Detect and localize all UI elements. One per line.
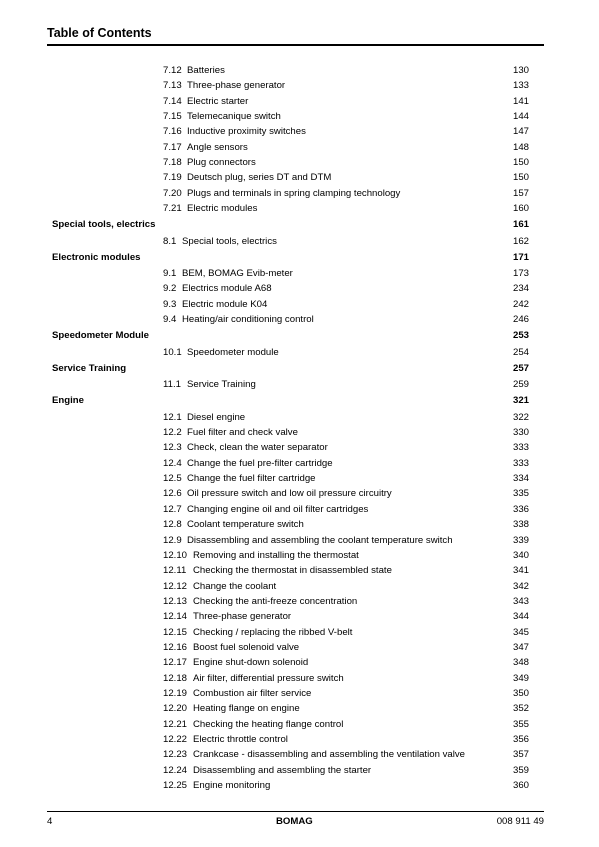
toc-section-page: 257: [512, 363, 529, 374]
toc-entry-title: Electric starter: [187, 96, 249, 107]
toc-entry-number: 12.20: [163, 703, 188, 714]
toc-entry-title: Heating/air conditioning control: [182, 314, 314, 325]
toc-entry-number: 12.8: [163, 519, 182, 530]
toc-entry[interactable]: [0, 487, 599, 501]
toc-entry-page: 242: [512, 299, 529, 310]
toc-entry[interactable]: [0, 64, 599, 78]
toc-entry-page: 349: [512, 673, 529, 684]
toc-entry-page: 148: [512, 142, 529, 153]
toc-entry-page: 254: [512, 347, 529, 358]
header-divider: [47, 44, 544, 46]
toc-entry-title: Heating flange on engine: [193, 703, 300, 714]
toc-entry-number: 12.18: [163, 673, 188, 684]
toc-section-title: Electronic modules: [52, 252, 141, 263]
toc-section-heading[interactable]: [0, 251, 599, 265]
toc-entry-title: Fuel filter and check valve: [187, 427, 298, 438]
toc-entry-page: 130: [512, 65, 529, 76]
toc-entry-title: Oil pressure switch and low oil pressure circuitry: [187, 488, 392, 499]
toc-entry-page: 333: [512, 458, 529, 469]
footer-page-number: 4: [47, 816, 53, 827]
toc-entry-title: Engine monitoring: [193, 780, 271, 791]
toc-entry[interactable]: [0, 580, 599, 594]
toc-entry[interactable]: [0, 141, 599, 155]
toc-entry[interactable]: [0, 549, 599, 563]
toc-entry[interactable]: [0, 595, 599, 609]
toc-entry-number: 7.18: [163, 157, 182, 168]
toc-entry-title: Special tools, electrics: [182, 236, 277, 247]
toc-entry-title: Electrics module A68: [182, 283, 272, 294]
toc-entry-number: 12.16: [163, 642, 188, 653]
toc-entry-title: Deutsch plug, series DT and DTM: [187, 172, 332, 183]
toc-section-title: Speedometer Module: [52, 330, 150, 341]
toc-entry-title: Engine shut-down solenoid: [193, 657, 309, 668]
toc-entry-page: 322: [512, 412, 529, 423]
toc-entry-page: 162: [512, 236, 529, 247]
toc-entry-page: 150: [512, 157, 529, 168]
toc-entry-number: 7.14: [163, 96, 182, 107]
toc-entry-page: 330: [512, 427, 529, 438]
toc-entry-number: 10.1: [163, 347, 182, 358]
toc-entry-number: 12.11: [163, 565, 187, 576]
toc-section-title: Engine: [52, 395, 84, 406]
toc-entry[interactable]: [0, 457, 599, 471]
toc-entry-page: 360: [512, 780, 529, 791]
toc-entry-title: Coolant temperature switch: [187, 519, 304, 530]
toc-entry-number: 8.1: [163, 236, 177, 247]
toc-entry[interactable]: [0, 282, 599, 296]
footer-brand: BOMAG: [276, 816, 313, 827]
toc-entry[interactable]: [0, 656, 599, 670]
toc-entry-number: 7.16: [163, 126, 182, 137]
toc-entry[interactable]: [0, 764, 599, 778]
toc-entry[interactable]: [0, 748, 599, 762]
toc-entry-title: Diesel engine: [187, 412, 246, 423]
toc-entry-number: 12.9: [163, 535, 182, 546]
toc-entry[interactable]: [0, 346, 599, 360]
toc-entry[interactable]: [0, 733, 599, 747]
toc-entry-title: Batteries: [187, 65, 225, 76]
toc-entry[interactable]: [0, 298, 599, 312]
toc-entry-page: 355: [512, 719, 529, 730]
toc-entry[interactable]: [0, 110, 599, 124]
toc-entry-number: 12.24: [163, 765, 188, 776]
toc-entry[interactable]: [0, 411, 599, 425]
toc-entry-title: Crankcase - disassembling and assembling the ventilation valve: [193, 749, 465, 760]
toc-entry-number: 12.13: [163, 596, 188, 607]
toc-entry[interactable]: [0, 426, 599, 440]
toc-entry-page: 359: [512, 765, 529, 776]
page-title: Table of Contents: [47, 26, 152, 40]
footer-divider: [47, 811, 544, 812]
toc-entry-page: 338: [512, 519, 529, 530]
toc-entry[interactable]: [0, 171, 599, 185]
toc-entry-title: Checking the anti-freeze concentration: [193, 596, 358, 607]
toc-entry[interactable]: [0, 534, 599, 548]
toc-entry-title: Check, clean the water separator: [187, 442, 328, 453]
toc-entry-number: 12.19: [163, 688, 188, 699]
toc-entry-title: Checking / replacing the ribbed V-belt: [193, 627, 353, 638]
toc-entry-page: 157: [512, 188, 529, 199]
toc-entry[interactable]: [0, 378, 599, 392]
toc-entry-number: 12.17: [163, 657, 188, 668]
toc-entry-page: 339: [512, 535, 529, 546]
toc-entry[interactable]: [0, 156, 599, 170]
toc-entry[interactable]: [0, 779, 599, 793]
toc-entry-number: 12.7: [163, 504, 182, 515]
toc-entry-title: Air filter, differential pressure switch: [193, 673, 344, 684]
toc-entry-title: Plug connectors: [187, 157, 256, 168]
toc-entry-title: Three-phase generator: [187, 80, 286, 91]
toc-section-title: Special tools, electrics: [52, 219, 156, 230]
toc-section-page: 321: [512, 395, 529, 406]
toc-entry-number: 7.13: [163, 80, 182, 91]
toc-entry-page: 141: [512, 96, 529, 107]
toc-entry-page: 160: [512, 203, 529, 214]
toc-entry[interactable]: [0, 472, 599, 486]
toc-entry[interactable]: [0, 702, 599, 716]
toc-section-title: Service Training: [52, 363, 127, 374]
toc-entry-number: 12.3: [163, 442, 182, 453]
toc-entry-number: 12.22: [163, 734, 188, 745]
toc-entry-number: 12.6: [163, 488, 182, 499]
footer-doc-number: 008 911 49: [496, 816, 544, 827]
toc-entry-page: 246: [512, 314, 529, 325]
toc-entry-title: Three-phase generator: [193, 611, 292, 622]
toc-entry-number: 12.2: [163, 427, 182, 438]
toc-entry-number: 12.10: [163, 550, 188, 561]
toc-entry-title: BEM, BOMAG Evib-meter: [182, 268, 293, 279]
toc-entry-title: Change the coolant: [193, 581, 277, 592]
toc-entry-title: Speedometer module: [187, 347, 279, 358]
toc-entry-page: 334: [512, 473, 529, 484]
toc-entry-title: Service Training: [187, 379, 256, 390]
toc-entry-title: Angle sensors: [187, 142, 248, 153]
toc-section-heading[interactable]: [0, 218, 599, 232]
toc-entry-number: 12.1: [163, 412, 182, 423]
toc-entry-number: 9.3: [163, 299, 177, 310]
toc-entry-number: 12.5: [163, 473, 182, 484]
toc-entry[interactable]: [0, 313, 599, 327]
toc-entry-number: 9.2: [163, 283, 177, 294]
toc-entry[interactable]: [0, 518, 599, 532]
toc-entry-number: 7.17: [163, 142, 182, 153]
toc-entry-title: Combustion air filter service: [193, 688, 312, 699]
toc-entry-title: Removing and installing the thermostat: [193, 550, 359, 561]
toc-section-page: 161: [512, 219, 529, 230]
toc-entry[interactable]: [0, 626, 599, 640]
toc-entry-number: 7.12: [163, 65, 182, 76]
toc-entry-title: Change the fuel filter cartridge: [187, 473, 316, 484]
toc-entry-page: 341: [512, 565, 529, 576]
toc-entry-title: Checking the thermostat in disassembled state: [193, 565, 392, 576]
toc-entry[interactable]: [0, 672, 599, 686]
toc-entry-page: 343: [512, 596, 529, 607]
toc-entry-title: Checking the heating flange control: [193, 719, 344, 730]
toc-entry-page: 335: [512, 488, 529, 499]
toc-entry-title: Boost fuel solenoid valve: [193, 642, 300, 653]
toc-section-page: 171: [512, 252, 529, 263]
toc-entry-number: 12.25: [163, 780, 188, 791]
toc-entry[interactable]: [0, 235, 599, 249]
toc-entry-page: 356: [512, 734, 529, 745]
toc-entry-title: Telemecanique switch: [187, 111, 281, 122]
toc-section-page: 253: [512, 330, 529, 341]
toc-section-heading[interactable]: [0, 362, 599, 376]
toc-entry-page: 336: [512, 504, 529, 515]
toc-entry-page: 348: [512, 657, 529, 668]
toc-entry-title: Changing engine oil and oil filter cartridges: [187, 504, 369, 515]
toc-entry-number: 12.14: [163, 611, 188, 622]
toc-entry[interactable]: [0, 95, 599, 109]
toc-entry-title: Plugs and terminals in spring clamping technology: [187, 188, 401, 199]
toc-entry-page: 133: [512, 80, 529, 91]
toc-entry-page: 147: [512, 126, 529, 137]
toc-section-heading[interactable]: [0, 329, 599, 343]
toc-entry-page: 352: [512, 703, 529, 714]
toc-entry[interactable]: [0, 718, 599, 732]
toc-entry-title: Disassembling and assembling the coolant temperature switch: [187, 535, 453, 546]
toc-entry-title: Change the fuel pre-filter cartridge: [187, 458, 333, 469]
toc-entry-page: 342: [512, 581, 529, 592]
toc-entry[interactable]: [0, 641, 599, 655]
toc-entry[interactable]: [0, 125, 599, 139]
toc-entry-number: 12.21: [163, 719, 188, 730]
toc-entry-title: Electric throttle control: [193, 734, 288, 745]
toc-entry-title: Inductive proximity switches: [187, 126, 306, 137]
toc-entry-page: 357: [512, 749, 529, 760]
toc-entry[interactable]: [0, 267, 599, 281]
toc-entry[interactable]: [0, 187, 599, 201]
toc-entry-number: 7.19: [163, 172, 182, 183]
toc-entry-page: 333: [512, 442, 529, 453]
toc-entry[interactable]: [0, 610, 599, 624]
toc-entry[interactable]: [0, 564, 599, 578]
toc-entry[interactable]: [0, 441, 599, 455]
toc-entry-page: 234: [512, 283, 529, 294]
toc-entry-number: 12.15: [163, 627, 188, 638]
toc-entry-number: 12.12: [163, 581, 188, 592]
toc-entry-page: 350: [512, 688, 529, 699]
toc-entry-title: Electric modules: [187, 203, 258, 214]
toc-entry[interactable]: [0, 687, 599, 701]
toc-entry-page: 144: [512, 111, 529, 122]
toc-entry-title: Electric module K04: [182, 299, 268, 310]
toc-entry-number: 7.21: [163, 203, 182, 214]
toc-section-heading[interactable]: [0, 394, 599, 408]
toc-entry-number: 12.4: [163, 458, 182, 469]
toc-entry-page: 344: [512, 611, 529, 622]
toc-entry-title: Disassembling and assembling the starter: [193, 765, 372, 776]
toc-entry-number: 7.20: [163, 188, 182, 199]
toc-entry-page: 345: [512, 627, 529, 638]
toc-entry-page: 347: [512, 642, 529, 653]
toc-entry-page: 150: [512, 172, 529, 183]
toc-entry[interactable]: [0, 79, 599, 93]
toc-entry-number: 9.1: [163, 268, 177, 279]
toc-entry-number: 12.23: [163, 749, 188, 760]
toc-entry-number: 7.15: [163, 111, 182, 122]
toc-entry-number: 9.4: [163, 314, 177, 325]
toc-entry-page: 173: [512, 268, 529, 279]
toc-entry-page: 340: [512, 550, 529, 561]
toc-entry-page: 259: [512, 379, 529, 390]
toc-entry-number: 11.1: [163, 379, 181, 390]
toc-entry[interactable]: [0, 503, 599, 517]
toc-entry[interactable]: [0, 202, 599, 216]
